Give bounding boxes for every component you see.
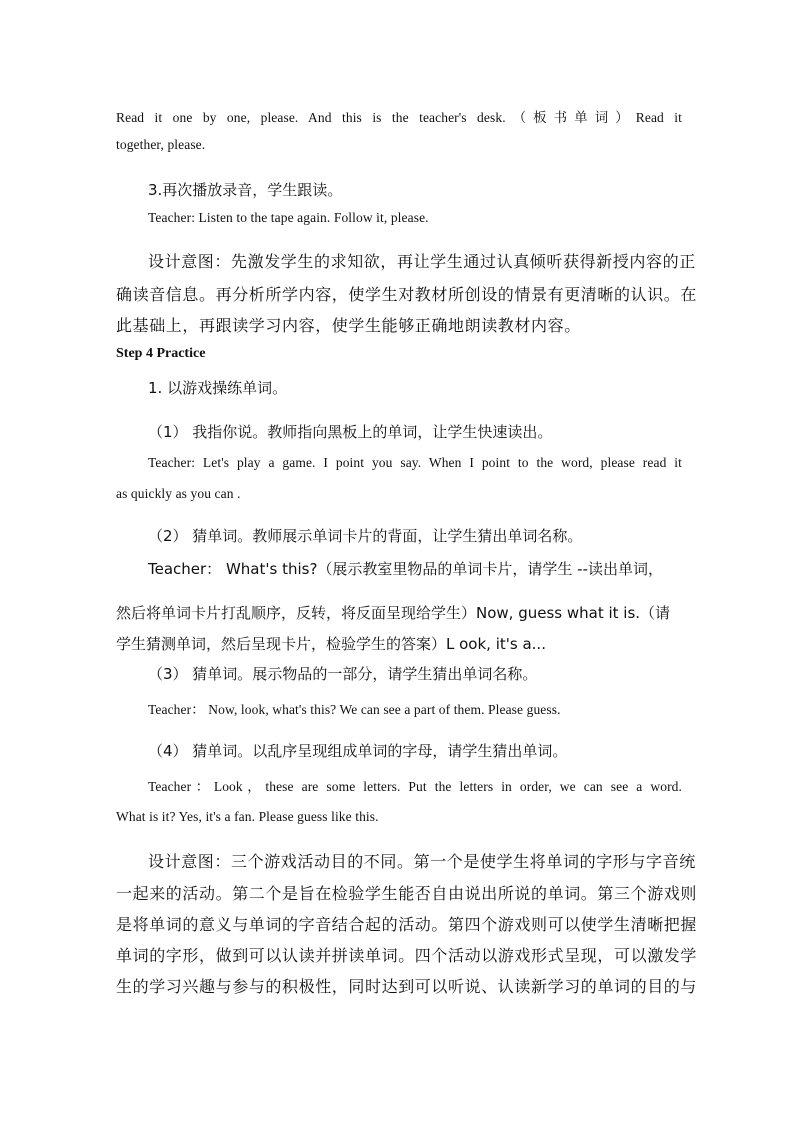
list-item: （1） 我指你说。教师指向黑板上的单词，让学生快速读出。	[148, 423, 553, 441]
list-item: （3） 猜单词。展示物品的一部分，请学生猜出单词名称。	[148, 665, 538, 683]
text-line: 是将单词的意义与单词的字音结合起的活动。第四个游戏则可以使学生清晰把握	[116, 915, 698, 934]
text-line: 然后将单词卡片打乱顺序，反转，将反面呈现给学生）Now, guess what it is.（请	[116, 604, 671, 622]
text-line: 此基础上，再跟读学习内容，使学生能够正确地朗读教材内容。	[116, 316, 581, 335]
text-line: Teacher： What's this?（展示教室里物品的单词卡片，请学生 --读出单词，	[148, 560, 663, 578]
step-item: 3.再次播放录音，学生跟读。	[148, 181, 343, 199]
design-intent-paragraph: 设计意图：三个游戏活动目的不同。第一个是使学生将单词的字形与字音统	[148, 852, 696, 871]
text-line: What is it? Yes, it's a fan. Please guess like this.	[116, 809, 379, 824]
list-item: 1. 以游戏操练单词。	[148, 379, 288, 397]
text-line: Teacher：Look，these are some letters. Put the letters in order, we can see a word.	[148, 779, 682, 794]
text-line: 一起来的活动。第二个是旨在检验学生能否自由说出所说的单词。第三个游戏则	[116, 884, 698, 903]
list-item: （2） 猜单词。教师展示单词卡片的背面，让学生猜出单词名称。	[148, 527, 583, 545]
text-line: Teacher: Let's play a game. I point you say. When I point to the word, please read it	[148, 455, 682, 470]
text-line: together, please.	[116, 137, 206, 152]
text-line: 确读音信息。再分析所学内容，使学生对教材所创设的情景有更清晰的认识。在	[116, 285, 698, 304]
design-intent-paragraph: 设计意图：先激发学生的求知欲，再让学生通过认真倾听获得新授内容的正	[148, 252, 696, 271]
list-item: （4） 猜单词。以乱序呈现组成单词的字母，请学生猜出单词。	[148, 742, 568, 760]
text-line: Teacher: Listen to the tape again. Follow it, please.	[148, 210, 429, 225]
text-line: as quickly as you can .	[116, 486, 241, 501]
text-line: 单词的字形，做到可以认读并拼读单词。四个活动以游戏形式呈现，可以激发学	[116, 946, 698, 965]
section-heading: Step 4 Practice	[116, 346, 206, 361]
text-line: Teacher： Now, look, what's this? We can see a part of them. Please guess.	[148, 702, 561, 717]
text-line: Read it one by one, please. And this is the teacher's desk.（板书单词）Read it	[116, 110, 682, 125]
text-line: 学生猜测单词，然后呈现卡片，检验学生的答案）L ook, it's a...	[116, 635, 546, 653]
text-line: 生的学习兴趣与参与的积极性，同时达到可以听说、认读新学习的单词的目的与	[116, 977, 698, 996]
